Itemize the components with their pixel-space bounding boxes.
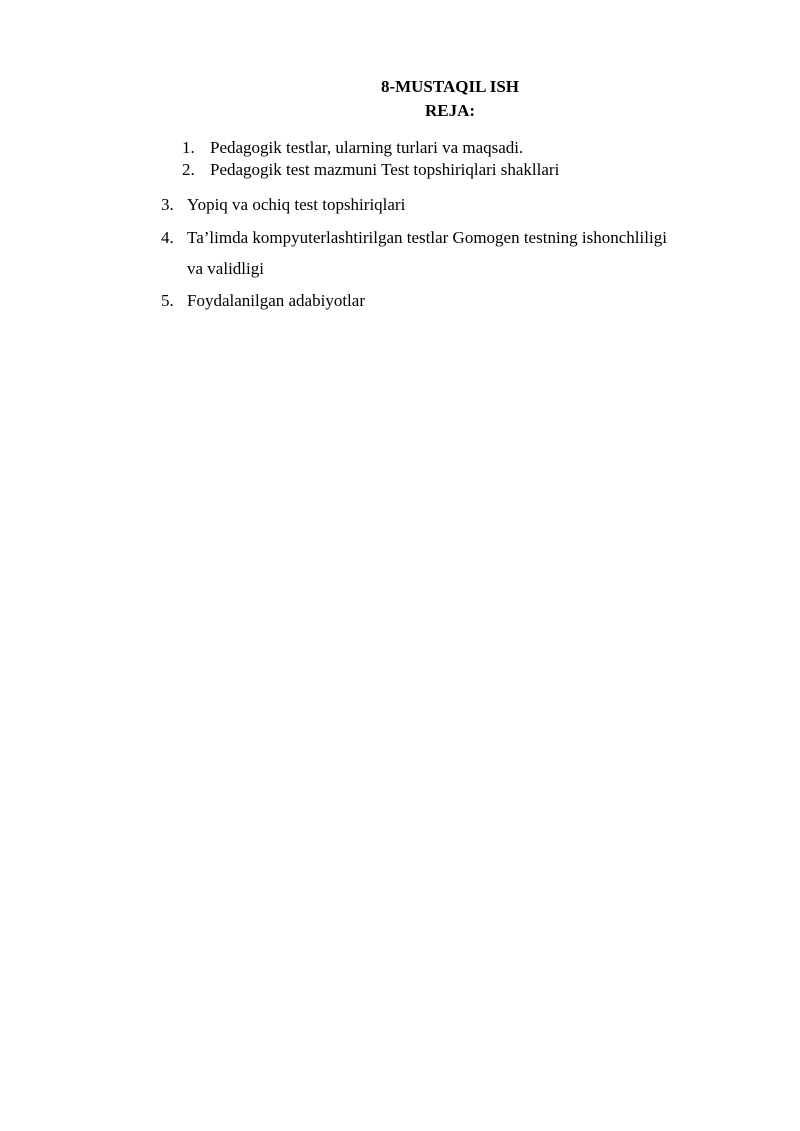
plan-item-text: Pedagogik test mazmuni Test topshiriqlari shakllari — [210, 160, 560, 179]
plan-item-number: 2. — [182, 160, 195, 179]
document-title: 8-MUSTAQIL ISH — [380, 77, 520, 96]
plan-item-text: Pedagogik testlar, ularning turlari va maqsadi. — [210, 138, 524, 157]
plan-item-number: 1. — [182, 138, 195, 157]
plan-item-number: 5. — [161, 291, 174, 310]
plan-heading: REJA: — [424, 101, 476, 120]
plan-item-text: Foydalanilgan adabiyotlar — [187, 291, 365, 310]
plan-item-text: Ta’limda kompyuterlashtirilgan testlar Gomogen testning ishonchliligi — [187, 228, 667, 247]
plan-item-number: 3. — [161, 195, 174, 214]
plan-item-text: Yopiq va ochiq test topshiriqlari — [187, 195, 406, 214]
plan-item-text-continuation: va validligi — [187, 259, 264, 278]
plan-item-number: 4. — [161, 228, 174, 247]
